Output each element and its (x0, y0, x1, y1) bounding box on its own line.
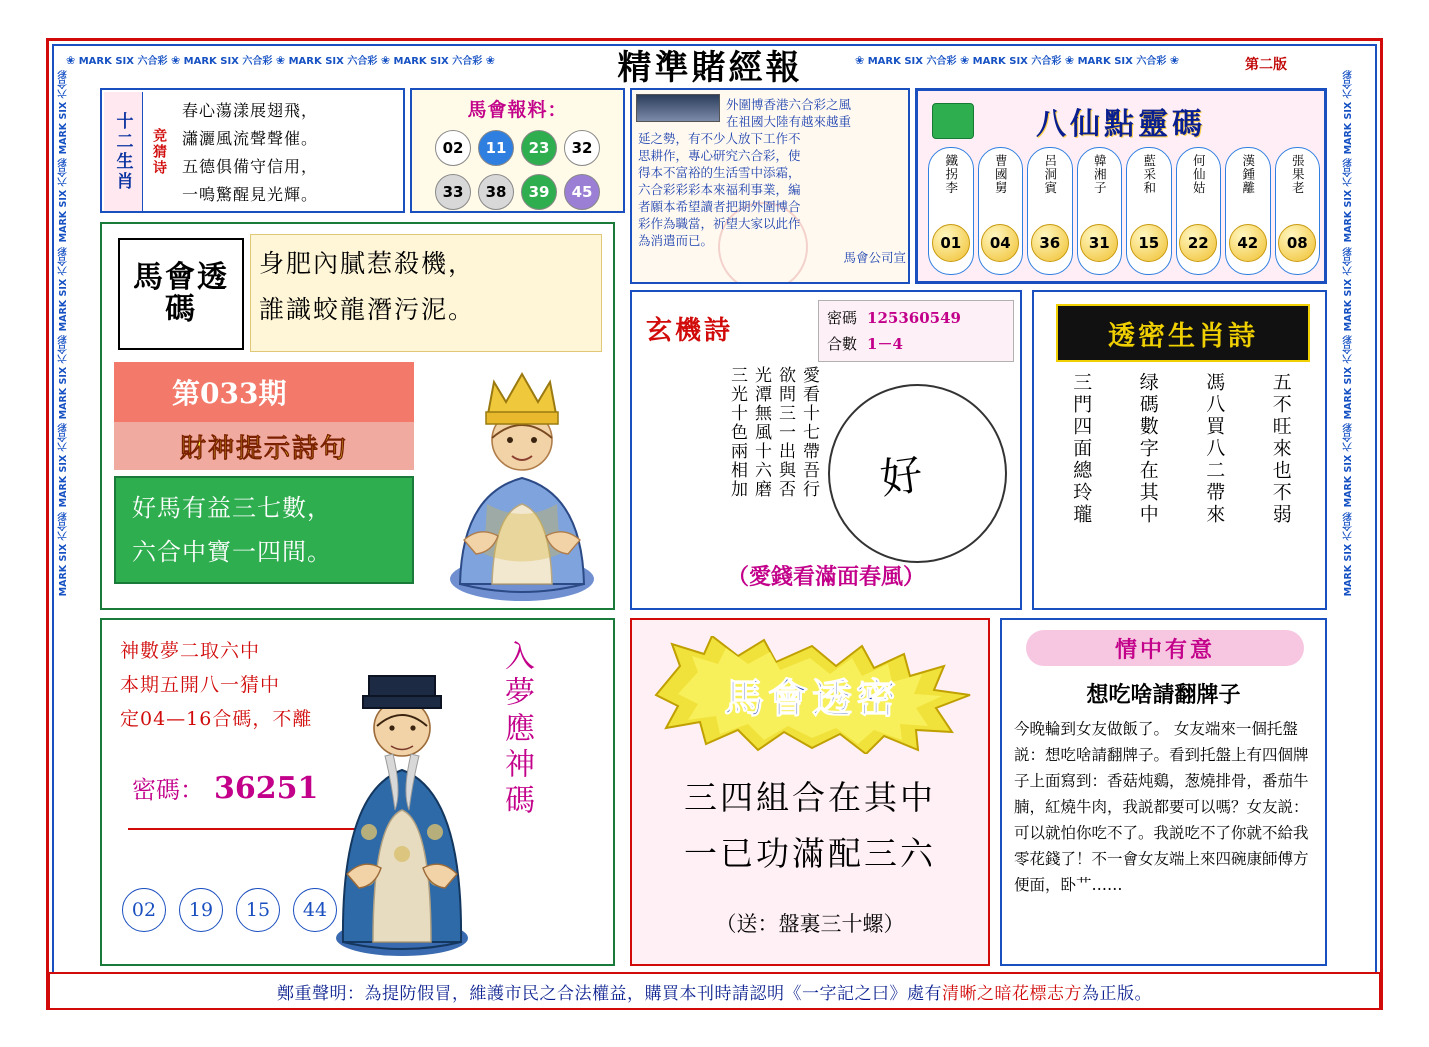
xuanji-poem-columns: 愛看十七帶吾行 欲問三一出與否 光潭無風十六磨 三光十色兩相加 (727, 366, 819, 499)
page-title: 精準賭經報 (617, 48, 803, 88)
notice-before: 鄭重聲明：為提防假冒，維護市民之合法權益，購買本刊時請認明《一字記之曰》處有 (277, 983, 942, 1004)
baxian-cell: 藍采和 15 (1126, 147, 1172, 275)
outside-notice-text: 外圍博香港六合彩之風 在祖國大陸有越來越重 延之勢，有不少人放下工作不 思耕作，專心研究六合彩，使 得本不富裕的生活雪中添霜， 六合彩彩彩本來福利事業，編 者願本希望讀者把期外圍博合 彩作為職當，祈望大家以此作 為消遣而已。 馬會公司宣 (638, 97, 906, 265)
horse-report-row-2 (412, 174, 623, 210)
bottom-notice (48, 972, 1381, 1010)
deity-illustration (432, 354, 612, 606)
dream-lines: 神數夢二取六中 本期五開八一猜中 定04—16合碼，不離 (120, 640, 313, 730)
zodiac-sublabel: 竞猜诗 (144, 92, 174, 211)
lottery-ball: 32 (564, 130, 600, 166)
horse-code-poem: 身肥內膩惹殺機， 誰識蛟龍潛污泥。 (250, 234, 602, 352)
xuanji-title: 玄機詩 (646, 316, 734, 346)
outside-notice-panel (630, 88, 910, 284)
horse-secret-panel (630, 618, 990, 966)
side-band-left: MARK SIX 六合彩 MARK SIX 六合彩 MARK SIX 六合彩 MARK SIX 六合彩 MARK SIX 六合彩 MARK SIX 六合彩 (58, 70, 69, 596)
dragon-icon (932, 103, 974, 139)
horse-code-badge: 馬會透碼 (118, 238, 244, 350)
baxian-cell: 張果老 08 (1275, 147, 1321, 275)
lottery-ball: 11 (478, 130, 514, 166)
story-subtitle: 想吃啥請翻牌子 (1086, 682, 1241, 708)
lottery-ball: 44 (293, 888, 337, 932)
lottery-ball: 39 (521, 174, 557, 210)
lottery-ball: 02 (122, 888, 166, 932)
zodiac-poem-lines: 春心蕩漾展翅飛， 瀟灑風流聲聲催。 五德俱備守信用， 一鳴驚醒見光輝。 (182, 101, 319, 204)
horse-report-panel (410, 88, 625, 213)
dream-code-panel (100, 618, 615, 966)
lottery-ball: 45 (564, 174, 600, 210)
baxian-cell: 何仙姑 22 (1176, 147, 1222, 275)
zodiac-label: 十二生肖 (104, 92, 143, 211)
notice-after: 為正版。 (1082, 983, 1152, 1004)
story-title-pill: 情中有意 (1026, 630, 1304, 666)
side-band-right: MARK SIX 六合彩 MARK SIX 六合彩 MARK SIX 六合彩 MARK SIX 六合彩 MARK SIX 六合彩 MARK SIX 六合彩 (1343, 70, 1354, 596)
top-band-right: ❀ MARK SIX 六合彩 ❀ MARK SIX 六合彩 ❀ MARK SIX 六合彩 ❀ (855, 54, 1180, 67)
horse-secret-footnote: （送：盤裏三十螺） (715, 912, 905, 936)
horse-secret-title: 馬會透密 (724, 674, 900, 722)
caishen-hint-poem: 好馬有益三七數， 六合中寶一四間。 (114, 476, 414, 584)
dream-code: 密碼： 36251 (132, 771, 319, 806)
horse-report-title: 馬會報料： (467, 99, 568, 121)
caishen-hint-title: 財神提示詩句 (114, 422, 414, 470)
top-band-left: ❀ MARK SIX 六合彩 ❀ MARK SIX 六合彩 ❀ MARK SIX 六合彩 ❀ MARK SIX 六合彩 ❀ (66, 54, 495, 67)
lottery-ball: 15 (236, 888, 280, 932)
xuanji-bottom-line: （愛錢看滿面春風） (726, 564, 925, 590)
baxian-cell: 曹國舅 04 (978, 147, 1024, 275)
zodiac-secret-panel (1032, 290, 1327, 610)
starburst-banner (652, 636, 972, 754)
zodiac-secret-title: 透密生肖詩 (1056, 304, 1310, 362)
lottery-ball: 38 (478, 174, 514, 210)
xuanji-signature-circle (828, 384, 1007, 563)
edition-label: 第二版 (1245, 57, 1287, 73)
story-panel (1000, 618, 1327, 966)
baxian-title: 八仙點靈碼 (1036, 107, 1206, 142)
dream-vertical-title: 入夢應神碼 (499, 640, 534, 820)
baxian-cell: 呂洞賓 36 (1027, 147, 1073, 275)
notice-highlight: 清晰之暗花標志方 (942, 983, 1082, 1004)
lottery-ball: 23 (521, 130, 557, 166)
baxian-cells (928, 147, 1320, 275)
issue-number: 第033期 (114, 362, 414, 422)
horse-report-row-1 (412, 130, 623, 166)
horse-code-panel (100, 222, 615, 610)
signature-glyph: 好 (877, 449, 926, 504)
lottery-ball: 02 (435, 130, 471, 166)
story-body: 今晚輪到女友做飯了。 女友端來一個托盤説：想吃啥請翻牌子。看到托盤上有四個牌子上面寫到：香菇炖鷄，葱燒排骨，番茄牛腩，紅燒牛肉，我説都要可以嗎？女友説：可以就怕你吃不了。我説吃不了你就不給我零花錢了！不一會女友端上來四碗康師傅方便面，卧艹…… (1014, 720, 1309, 894)
baxian-cell: 鐵拐李 01 (928, 147, 974, 275)
baxian-panel (915, 88, 1327, 284)
horse-secret-lines: 三四組合在其中 一已功滿配三六 (684, 778, 936, 873)
lottery-ball: 33 (435, 174, 471, 210)
xuanji-poem-panel (630, 290, 1022, 610)
baxian-cell: 韓湘子 31 (1077, 147, 1123, 275)
xuanji-key-box: 密碼 125360549 合數 1－4 (818, 300, 1014, 362)
zodiac-poem-panel (100, 88, 405, 213)
lottery-ball: 19 (179, 888, 223, 932)
deity-illustration (307, 642, 497, 962)
baxian-cell: 漢鍾離 42 (1225, 147, 1271, 275)
zodiac-secret-columns: 五不旺來也不弱 馮八買八二帶來 绿碼數字在其中 三門四面總玲瓏 (1070, 372, 1292, 526)
dream-number-balls (122, 888, 337, 932)
